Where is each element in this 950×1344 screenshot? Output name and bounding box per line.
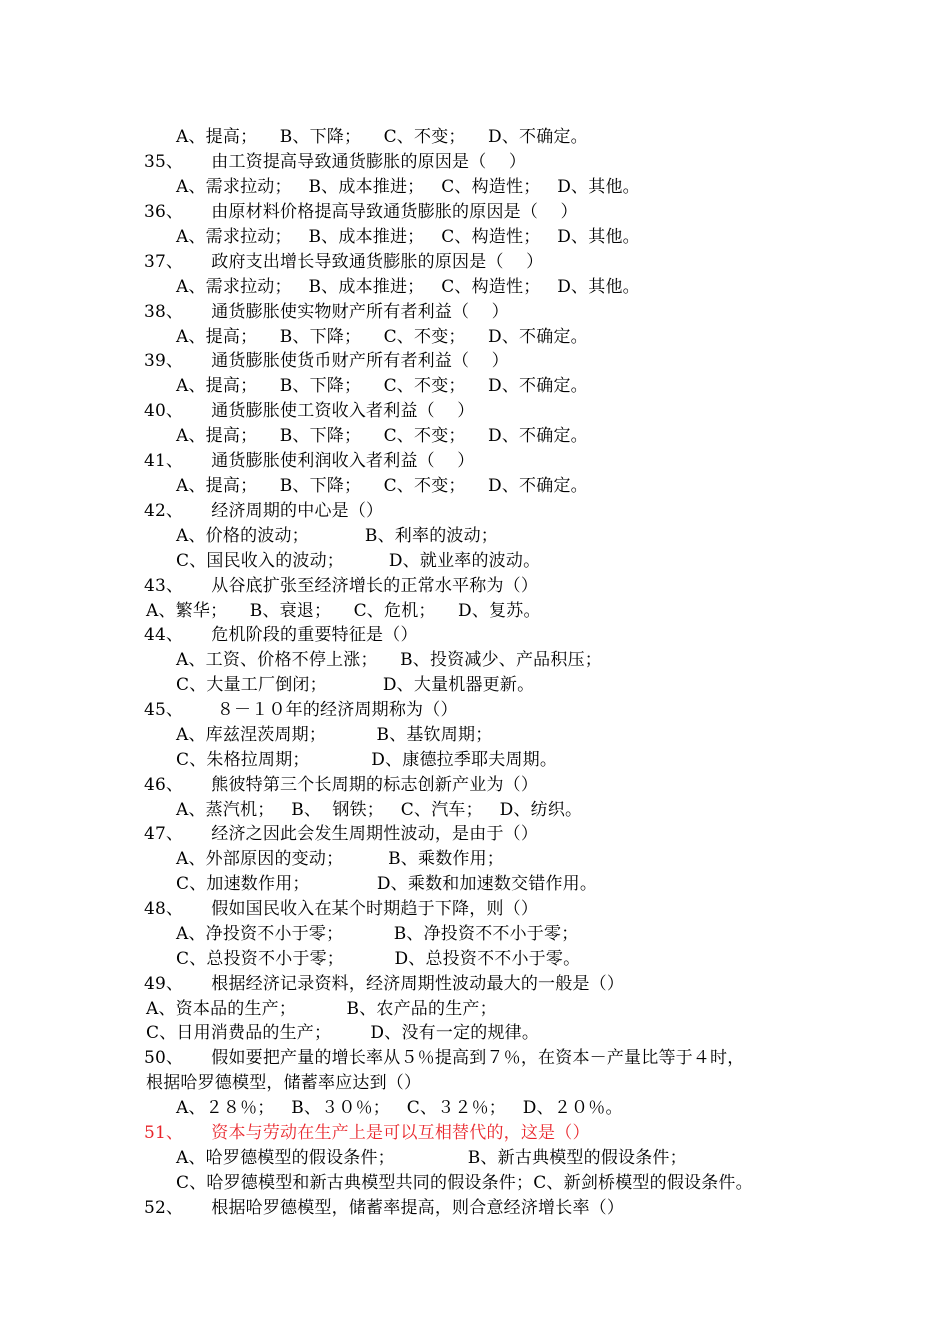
option-line: A、提高； B、下降； C、不变； D、不确定。: [176, 327, 588, 347]
option-line: A、繁华； B、衰退； C、危机； D、复苏。: [146, 601, 541, 621]
option-line: C、日用消费品的生产； D、没有一定的规律。: [146, 1023, 540, 1043]
question-48: 48、 假如国民收入在某个时期趋于下降，则（）: [144, 899, 539, 919]
question-49: 49、 根据经济记录资料，经济周期性波动最大的一般是（）: [144, 974, 625, 994]
question-45: 45、 ８－１０年的经济周期称为（）: [144, 700, 458, 720]
question-35: 35、 由工资提高导致通货膨胀的原因是（ ）: [144, 152, 527, 172]
option-line: A、２８％； B、３０％； C、３２％； D、２０％。: [176, 1098, 623, 1118]
question-47: 47、 经济之因此会发生周期性波动，是由于（）: [144, 824, 539, 844]
option-line: A、提高； B、下降； C、不变； D、不确定。: [176, 127, 588, 147]
option-line: C、总投资不小于零； D、总投资不不小于零。: [176, 949, 581, 969]
question-37: 37、 政府支出增长导致通货膨胀的原因是（ ）: [144, 252, 544, 272]
option-line: C、国民收入的波动； D、就业率的波动。: [176, 551, 541, 571]
option-line: A、需求拉动； B、成本推进； C、构造性； D、其他。: [176, 177, 640, 197]
option-line: C、大量工厂倒闭； D、大量机器更新。: [176, 675, 535, 695]
option-line: A、外部原因的变动； B、乘数作用；: [176, 849, 504, 869]
question-44: 44、 危机阶段的重要特征是（）: [144, 625, 418, 645]
question-41: 41、 通货膨胀使利润收入者利益（ ）: [144, 451, 475, 471]
option-line: A、蒸汽机； B、 钢铁； C、汽车； D、纺织。: [176, 800, 583, 820]
option-line: A、库兹涅茨周期； B、基钦周期；: [176, 725, 493, 745]
question-42: 42、 经济周期的中心是（）: [144, 501, 384, 521]
option-line: A、资本品的生产； B、农产品的生产；: [146, 999, 497, 1019]
option-line: C、朱格拉周期； D、康德拉季耶夫周期。: [176, 750, 558, 770]
option-line: A、价格的波动； B、利率的波动；: [176, 526, 499, 546]
option-line: A、需求拉动； B、成本推进； C、构造性； D、其他。: [176, 227, 640, 247]
option-line: C、哈罗德模型和新古典模型共同的假设条件；C、新剑桥模型的假设条件。: [176, 1173, 753, 1193]
option-line: A、工资、价格不停上涨； B、投资减少、产品积压；: [176, 650, 602, 670]
option-line: A、需求拉动； B、成本推进； C、构造性； D、其他。: [176, 277, 640, 297]
option-line: A、哈罗德模型的假设条件； B、新古典模型的假设条件；: [176, 1148, 687, 1168]
question-50-continuation: 根据哈罗德模型，储蓄率应达到（）: [146, 1073, 422, 1093]
question-36: 36、 由原材料价格提高导致通货膨胀的原因是（ ）: [144, 202, 578, 222]
question-39: 39、 通货膨胀使货币财产所有者利益（ ）: [144, 351, 509, 371]
question-43: 43、 从谷底扩张至经济增长的正常水平称为（）: [144, 576, 539, 596]
option-line: A、提高； B、下降； C、不变； D、不确定。: [176, 426, 588, 446]
option-line: A、净投资不小于零； B、净投资不不小于零；: [176, 924, 579, 944]
option-line: C、加速数作用； D、乘数和加速数交错作用。: [176, 874, 598, 894]
option-line: A、提高； B、下降； C、不变； D、不确定。: [176, 376, 588, 396]
question-46: 46、 熊彼特第三个长周期的标志创新产业为（）: [144, 775, 539, 795]
option-line: A、提高； B、下降； C、不变； D、不确定。: [176, 476, 588, 496]
question-51: 51、 资本与劳动在生产上是可以互相替代的，这是（）: [144, 1123, 590, 1143]
question-50: 50、 假如要把产量的增长率从５％提高到７％，在资本－产量比等于４时，: [144, 1048, 745, 1068]
question-40: 40、 通货膨胀使工资收入者利益（ ）: [144, 401, 475, 421]
question-52: 52、 根据哈罗德模型，储蓄率提高，则合意经济增长率（）: [144, 1198, 625, 1218]
question-38: 38、 通货膨胀使实物财产所有者利益（ ）: [144, 302, 509, 322]
